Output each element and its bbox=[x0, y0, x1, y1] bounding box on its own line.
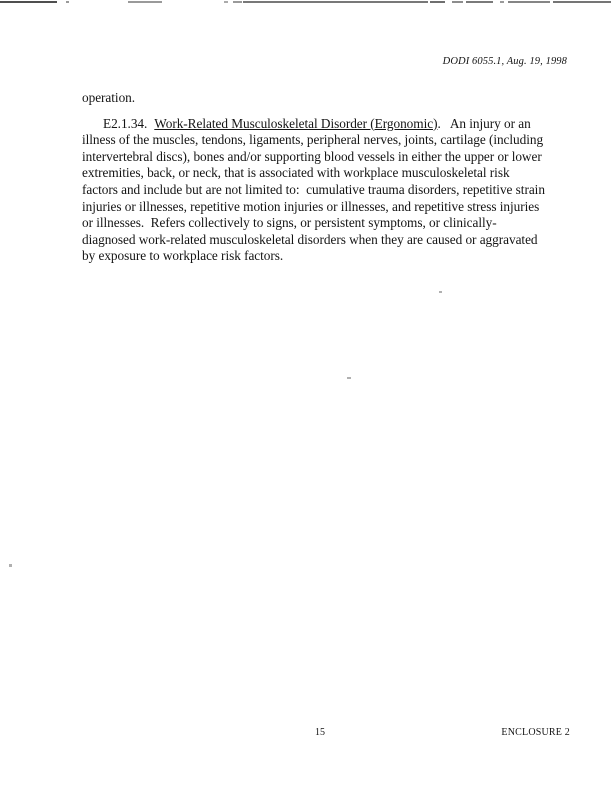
paragraph-number: E2.1.34. bbox=[103, 115, 148, 131]
paragraph-operation-continuation: operation. bbox=[82, 90, 136, 105]
scan-speck bbox=[9, 564, 12, 567]
scan-artifact-segment bbox=[466, 1, 493, 3]
paragraph-e2-1-34 bbox=[82, 115, 549, 265]
scan-artifact-segment bbox=[0, 1, 57, 3]
scan-artifact-segment bbox=[452, 1, 463, 3]
scan-artifact-segment bbox=[508, 1, 550, 3]
scan-artifact-segment bbox=[553, 1, 611, 3]
scan-artifact-segment bbox=[233, 1, 242, 3]
page-number: 15 bbox=[315, 727, 325, 738]
enclosure-label: ENCLOSURE 2 bbox=[501, 727, 570, 738]
header-doc-reference: DODI 6055.1, Aug. 19, 1998 bbox=[442, 56, 567, 67]
body-text-block bbox=[82, 90, 549, 265]
paragraph-heading: Work-Related Musculoskeletal Disorder (Ergonomic) bbox=[154, 115, 438, 131]
scan-speck bbox=[439, 291, 442, 293]
scan-artifact-segment bbox=[430, 1, 445, 3]
scan-artifact-segment bbox=[243, 1, 428, 3]
scan-artifact-segment bbox=[66, 1, 69, 3]
scan-speck bbox=[347, 377, 351, 379]
scan-artifact-segment bbox=[500, 1, 504, 3]
paragraph-body-text: . An injury or an illness of the muscles, tendons, ligaments, peripheral nerves, joints, cartilage (including intervertebral discs), bones and/or supporting blood vessels in either the upper or lower extremities, back, or neck, that is associated with workplace musculoskeletal risk factors and include but are not limited to: cumulative trauma disorders, repetitive strain injuries or illnesses, repetitive motion injuries or illnesses, and repetitive stress injuries or illnesses. Refers collectively to signs, or persistent symptoms, or clinically-diagnosed work-related musculoskeletal disorders when they are caused or aggravated by exposure to workplace risk factors. bbox=[82, 115, 549, 264]
scan-artifact-segment bbox=[224, 1, 228, 3]
scan-artifact-segment bbox=[128, 1, 162, 3]
